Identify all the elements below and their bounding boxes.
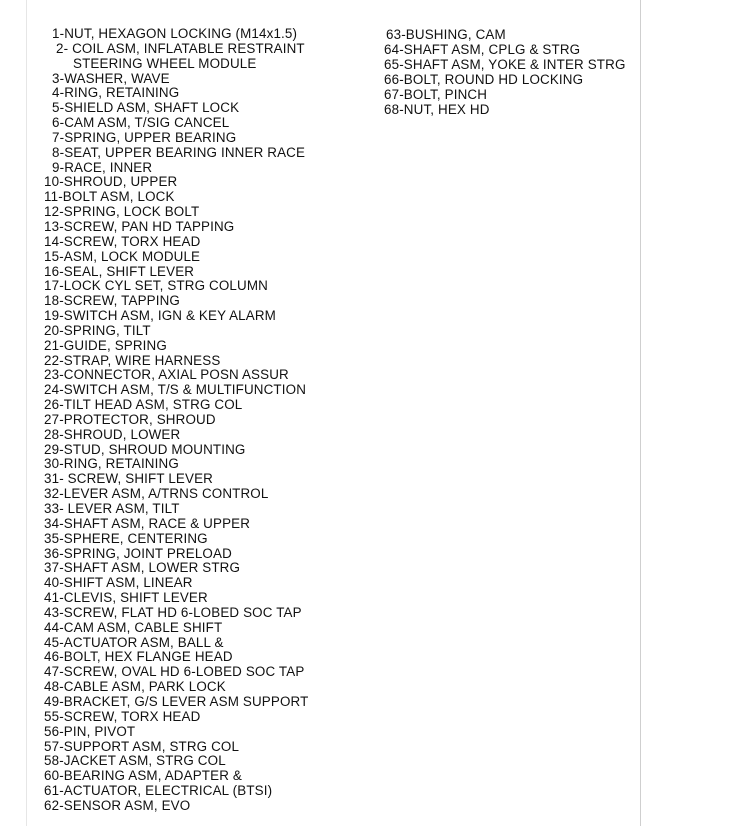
parts-list-item: 5-SHIELD ASM, SHAFT LOCK <box>52 100 240 116</box>
parts-list-item: 64-SHAFT ASM, CPLG & STRG <box>384 42 581 57</box>
parts-list-item: 46-BOLT, HEX FLANGE HEAD <box>44 649 233 665</box>
parts-list-item: 12-SPRING, LOCK BOLT <box>44 204 200 220</box>
parts-list-item: 66-BOLT, ROUND HD LOCKING <box>384 72 584 87</box>
parts-list-item: 55-SCREW, TORX HEAD <box>44 708 201 724</box>
parts-list-item: 61-ACTUATOR, ELECTRICAL (BTSI) <box>44 783 273 799</box>
parts-list-item: 6-CAM ASM, T/SIG CANCEL <box>52 115 230 131</box>
parts-list-item: 18-SCREW, TAPPING <box>44 293 180 309</box>
parts-list-item: 56-PIN, PIVOT <box>44 723 136 739</box>
parts-list-item: STEERING WHEEL MODULE <box>73 55 257 71</box>
page-border-right <box>640 0 641 826</box>
parts-list-item: 48-CABLE ASM, PARK LOCK <box>44 679 226 695</box>
parts-list-item: 34-SHAFT ASM, RACE & UPPER <box>44 515 251 531</box>
parts-list-item: 19-SWITCH ASM, IGN & KEY ALARM <box>44 308 276 324</box>
parts-list-item: 58-JACKET ASM, STRG COL <box>44 753 226 769</box>
parts-list-item: 14-SCREW, TORX HEAD <box>44 233 201 249</box>
parts-list-item: 29-STUD, SHROUD MOUNTING <box>44 441 246 457</box>
parts-list-item: 57-SUPPORT ASM, STRG COL <box>44 738 240 754</box>
parts-list-item: 1-NUT, HEXAGON LOCKING (M14x1.5) <box>52 26 298 41</box>
parts-list-item: 43-SCREW, FLAT HD 6-LOBED SOC TAP <box>44 604 302 620</box>
parts-list-item: 40-SHIFT ASM, LINEAR <box>44 575 193 591</box>
parts-list-item: 41-CLEVIS, SHIFT LEVER <box>44 590 208 606</box>
parts-list-item: 11-BOLT ASM, LOCK <box>44 189 175 205</box>
parts-list-item: 13-SCREW, PAN HD TAPPING <box>44 218 235 234</box>
parts-list-item: 27-PROTECTOR, SHROUD <box>44 411 216 427</box>
parts-list-item: 9-RACE, INNER <box>52 159 153 175</box>
parts-list-item: 36-SPRING, JOINT PRELOAD <box>44 545 232 561</box>
parts-list-item: 16-SEAL, SHIFT LEVER <box>44 263 195 279</box>
parts-list-item: 26-TILT HEAD ASM, STRG COL <box>44 397 243 413</box>
parts-list-item: 2- COIL ASM, INFLATABLE RESTRAINT <box>56 40 305 56</box>
parts-list-item: 65-SHAFT ASM, YOKE & INTER STRG <box>384 57 626 72</box>
parts-list-item: 67-BOLT, PINCH <box>384 87 488 102</box>
parts-list-item: 45-ACTUATOR ASM, BALL & <box>44 634 224 650</box>
parts-list-item: 32-LEVER ASM, A/TRNS CONTROL <box>44 486 269 502</box>
parts-list-item: 35-SPHERE, CENTERING <box>44 530 208 546</box>
parts-list-item: 15-ASM, LOCK MODULE <box>44 248 201 264</box>
parts-list-item: 44-CAM ASM, CABLE SHIFT <box>44 619 223 635</box>
parts-list-item: 24-SWITCH ASM, T/S & MULTIFUNCTION <box>44 382 307 398</box>
parts-list-item: 22-STRAP, WIRE HARNESS <box>44 352 221 368</box>
parts-list-item: 8-SEAT, UPPER BEARING INNER RACE <box>52 144 306 160</box>
parts-list-item: 33- LEVER ASM, TILT <box>44 501 180 516</box>
parts-list-item: 49-BRACKET, G/S LEVER ASM SUPPORT <box>44 693 309 709</box>
parts-list-item: 20-SPRING, TILT <box>44 322 151 338</box>
parts-list-item: 23-CONNECTOR, AXIAL POSN ASSUR <box>44 367 289 383</box>
parts-list-left-column <box>30 27 630 814</box>
parts-list-item: 30-RING, RETAINING <box>44 456 179 472</box>
parts-list-item: 31- SCREW, SHIFT LEVER <box>44 471 213 487</box>
parts-list-item: 4-RING, RETAINING <box>52 85 180 101</box>
parts-list-item: 37-SHAFT ASM, LOWER STRG <box>44 560 241 576</box>
parts-list-item: 63-BUSHING, CAM <box>386 27 506 42</box>
parts-list-item: 10-SHROUD, UPPER <box>44 174 178 190</box>
parts-list-item: 68-NUT, HEX HD <box>384 102 490 117</box>
parts-list-item: 28-SHROUD, LOWER <box>44 426 181 442</box>
parts-list-item: 3-WASHER, WAVE <box>52 70 170 86</box>
parts-list-item: 60-BEARING ASM, ADAPTER & <box>44 768 242 784</box>
parts-list-item: 7-SPRING, UPPER BEARING <box>52 129 237 145</box>
page-border-left <box>26 0 27 826</box>
parts-list-item: 17-LOCK CYL SET, STRG COLUMN <box>44 278 268 294</box>
parts-list-item: 62-SENSOR ASM, EVO <box>44 797 191 813</box>
parts-list-item: 47-SCREW, OVAL HD 6-LOBED SOC TAP <box>44 664 305 680</box>
parts-list-item: 21-GUIDE, SPRING <box>44 337 167 353</box>
parts-list-right-column <box>372 27 637 117</box>
